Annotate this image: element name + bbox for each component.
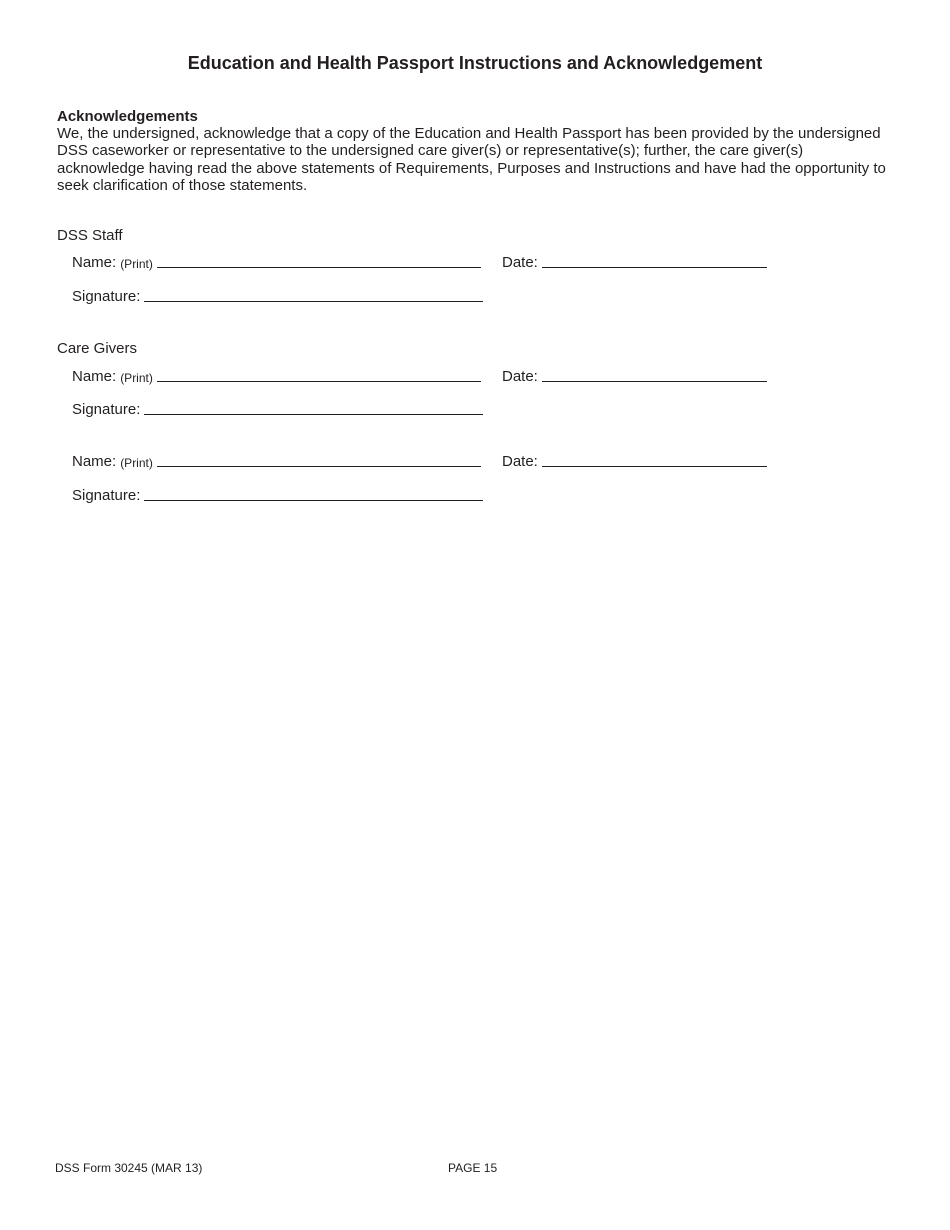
footer-page-number: PAGE 15 [448,1161,498,1175]
signature-label: Signature: [72,487,141,504]
name-label: Name: [72,254,117,271]
care-giver-2-date-field[interactable] [502,453,767,470]
care-giver-1-signature-line[interactable] [144,413,483,415]
care-giver-1-name-field[interactable] [72,368,481,385]
date-label: Date: [502,368,538,385]
signature-label: Signature: [72,288,141,305]
dss-staff-date-field[interactable] [502,254,767,271]
care-giver-1-name-line[interactable] [157,380,481,382]
care-giver-1-signature-field[interactable] [72,401,483,418]
dss-staff-name-field[interactable] [72,254,481,271]
dss-staff-signature-field[interactable] [72,288,483,305]
print-hint: (Print) [120,257,153,271]
signature-label: Signature: [72,401,141,418]
care-giver-2-name-field[interactable] [72,453,481,470]
care-givers-label: Care Givers [57,340,138,357]
dss-staff-label: DSS Staff [57,227,123,244]
name-label: Name: [72,453,117,470]
print-hint: (Print) [120,456,153,470]
acknowledgements-heading: Acknowledgements [57,108,198,125]
care-giver-2-date-line[interactable] [542,465,767,467]
care-giver-1-date-line[interactable] [542,380,767,382]
footer-form-id: DSS Form 30245 (MAR 13) [55,1161,203,1175]
page-title: Education and Health Passport Instructions and Acknowledgement [187,53,763,73]
care-giver-2-signature-line[interactable] [144,499,483,501]
care-giver-2-signature-field[interactable] [72,487,483,504]
date-label: Date: [502,254,538,271]
acknowledgements-text: We, the undersigned, acknowledge that a copy of the Education and Health Passport has been provided by the undersigned DSS caseworker or representative to the undersigned care giver(s) or representative(s); further, the care giver(s) acknowledge having read the above statements of Requirements, Purposes and Instructions and have had the opportunity to seek clarification of those statements. [57,125,886,195]
dss-staff-signature-line[interactable] [144,300,483,302]
care-giver-2-name-line[interactable] [157,465,481,467]
dss-staff-date-line[interactable] [542,266,767,268]
date-label: Date: [502,453,538,470]
name-label: Name: [72,368,117,385]
dss-staff-name-line[interactable] [157,266,481,268]
print-hint: (Print) [120,371,153,385]
care-giver-1-date-field[interactable] [502,368,767,385]
